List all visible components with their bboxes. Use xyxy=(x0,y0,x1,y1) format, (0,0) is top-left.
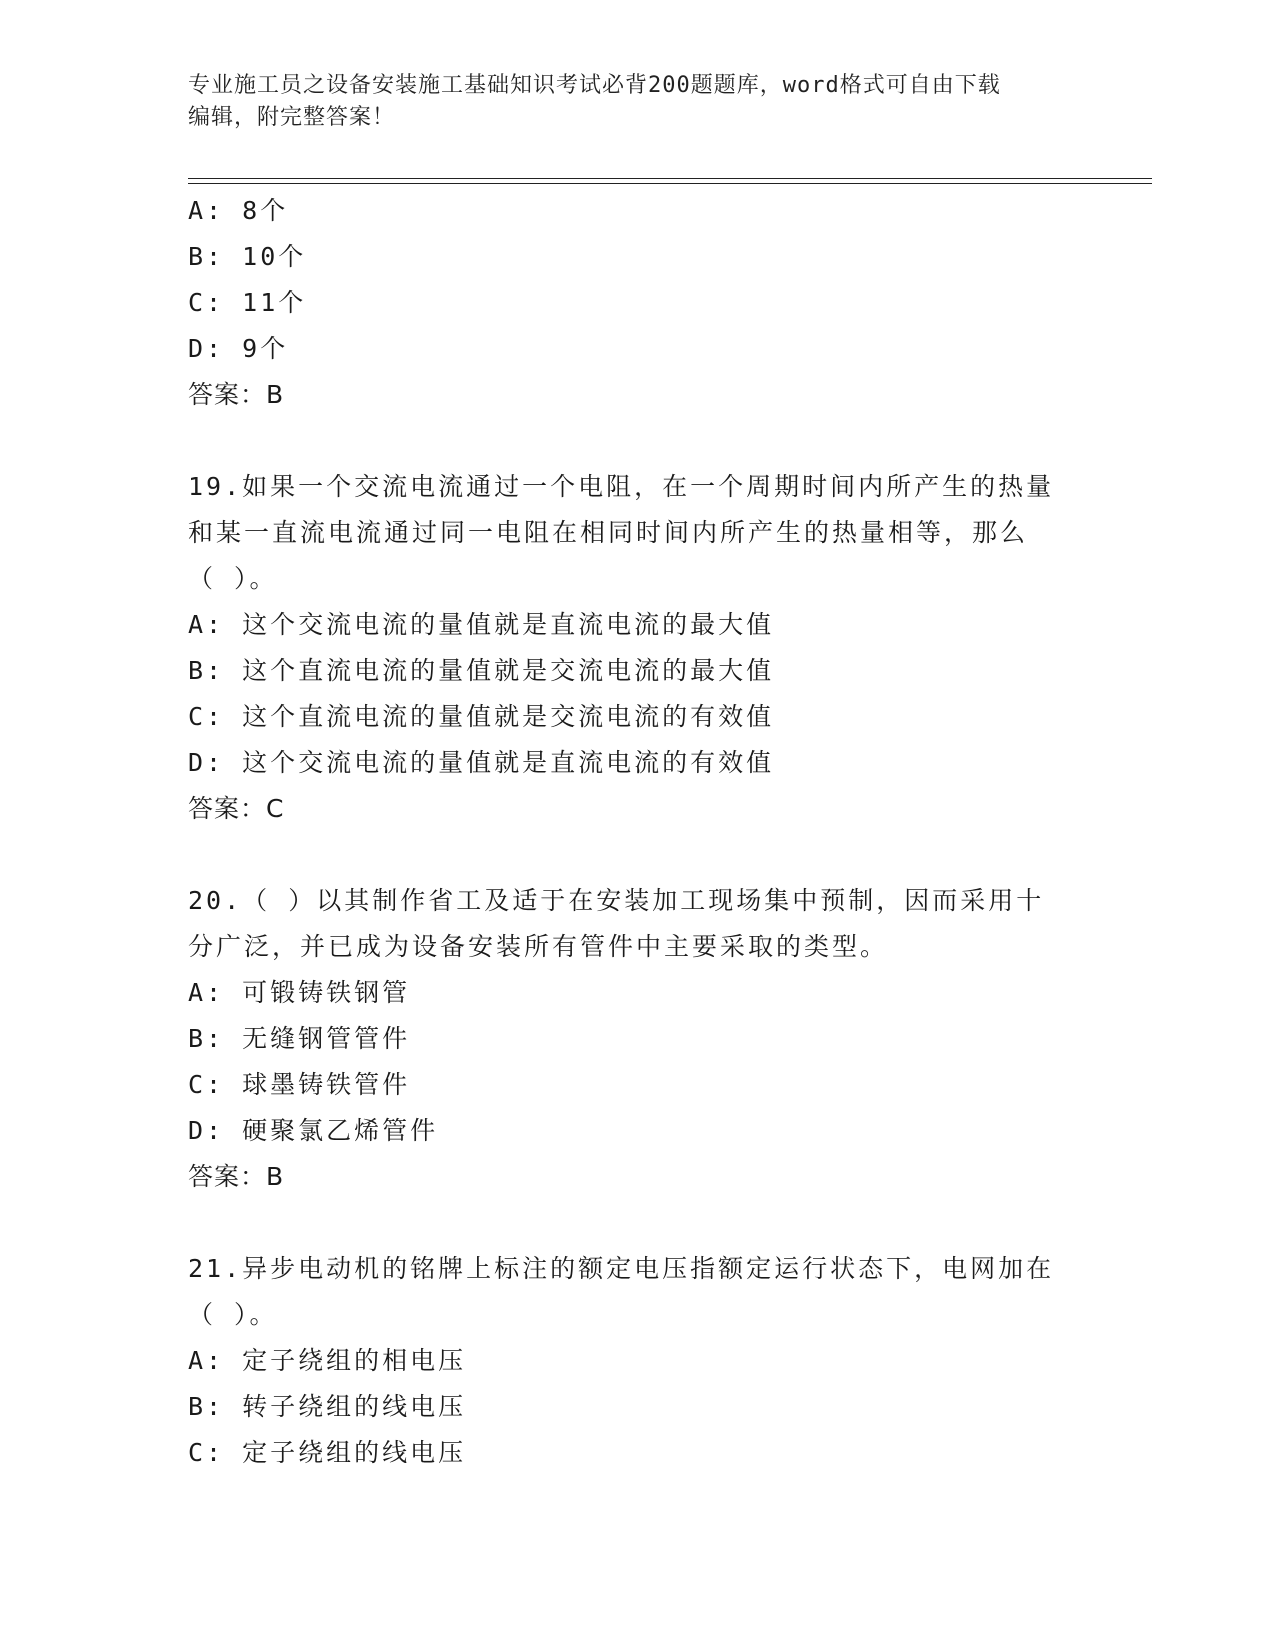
option-a: A: 8个 xyxy=(188,196,289,225)
option-c: C: 11个 xyxy=(188,288,307,317)
option-c: C: 球墨铸铁管件 xyxy=(188,1070,411,1099)
header-line-1: 专业施工员之设备安装施工基础知识考试必背200题题库，word格式可自由下载 xyxy=(188,73,1001,98)
question-stem: 19.如果一个交流电流通过一个电阻，在一个周期时间内所产生的热量 xyxy=(188,472,1055,501)
spacer xyxy=(188,1200,1088,1246)
option-d: D: 这个交流电流的量值就是直流电流的有效值 xyxy=(188,748,775,777)
question-stem: 21.异步电动机的铭牌上标注的额定电压指额定运行状态下，电网加在 xyxy=(188,1254,1055,1283)
question-20 xyxy=(188,878,1088,1200)
question-stem: （ ）。 xyxy=(188,564,278,593)
question-list xyxy=(188,188,1088,1476)
question-stem: 20.（ ）以其制作省工及适于在安装加工现场集中预制，因而采用十 xyxy=(188,886,1045,915)
page-header xyxy=(188,70,1068,134)
header-divider xyxy=(188,178,1152,184)
option-c: C: 定子绕组的线电压 xyxy=(188,1438,467,1467)
header-line-2: 编辑，附完整答案！ xyxy=(188,105,396,130)
question-19 xyxy=(188,464,1088,832)
option-b: B: 10个 xyxy=(188,242,307,271)
option-c: C: 这个直流电流的量值就是交流电流的有效值 xyxy=(188,702,775,731)
option-d: D: 硬聚氯乙烯管件 xyxy=(188,1116,439,1145)
answer: 答案：B xyxy=(188,1162,285,1191)
question-stem: 分广泛，并已成为设备安装所有管件中主要采取的类型。 xyxy=(188,932,889,961)
option-a: A: 可锻铸铁钢管 xyxy=(188,978,411,1007)
spacer xyxy=(188,832,1088,878)
option-b: B: 转子绕组的线电压 xyxy=(188,1392,467,1421)
spacer xyxy=(188,418,1088,464)
option-a: A: 定子绕组的相电压 xyxy=(188,1346,467,1375)
answer: 答案：B xyxy=(188,380,285,409)
question-stem: 和某一直流电流通过同一电阻在相同时间内所产生的热量相等，那么 xyxy=(188,518,1029,547)
question-stem: （ ）。 xyxy=(188,1300,278,1329)
answer: 答案：C xyxy=(188,794,285,823)
option-b: B: 无缝钢管管件 xyxy=(188,1024,411,1053)
question-21 xyxy=(188,1246,1088,1476)
option-d: D: 9个 xyxy=(188,334,289,363)
option-a: A: 这个交流电流的量值就是直流电流的最大值 xyxy=(188,610,775,639)
option-b: B: 这个直流电流的量值就是交流电流的最大值 xyxy=(188,656,775,685)
question-18 xyxy=(188,188,1088,418)
